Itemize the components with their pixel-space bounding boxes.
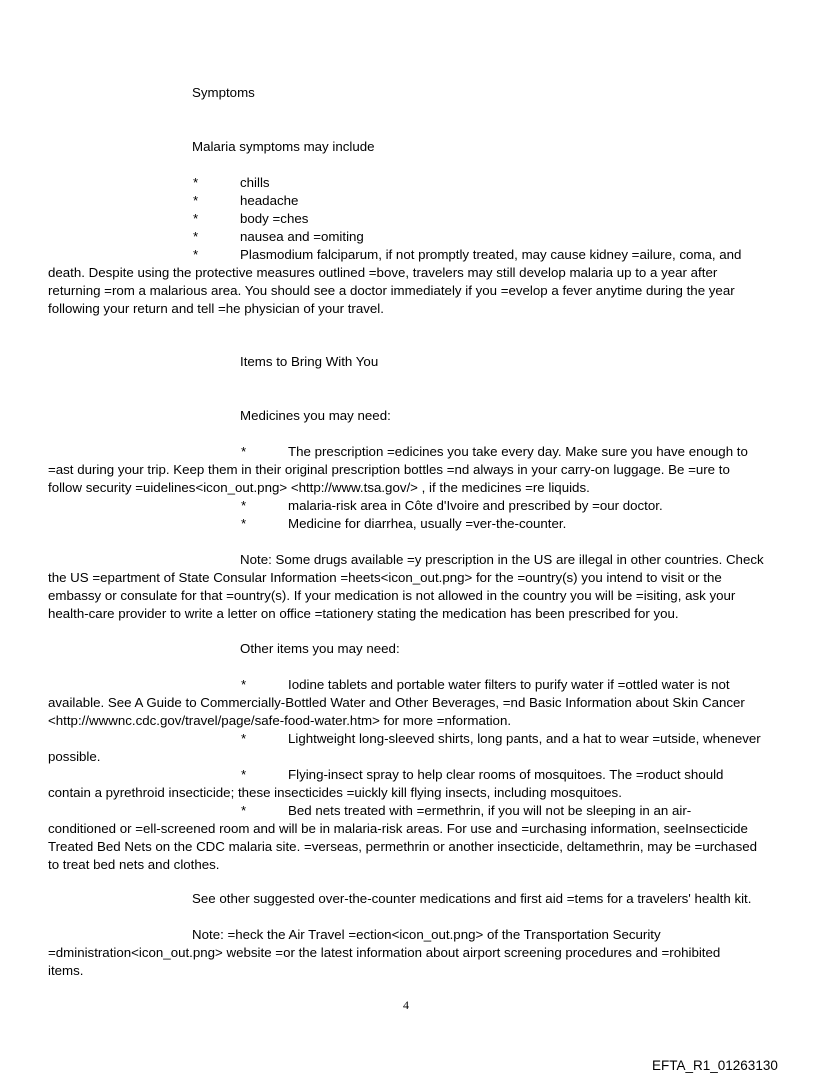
item-spray-paragraph: Flying-insect spray to help clear rooms of mosquitoes. The =roduct should contain a pyrethroid insecticide; these insecticides =uickly kill flying insects, including mosquitoes. [48,767,724,800]
list-item: chills [240,175,270,190]
list-item: headache [240,193,299,208]
med-prescription-paragraph: The prescription =edicines you take every day. Make sure you have enough to =ast during your trip. Keep them in their original prescription bottles =nd always in your carry-on luggage. Be =ure to follow security =uidelines<icon_out.png> <http://www.tsa.gov/> , if the medicines =re liquids. [48,444,748,495]
med-diarrhea-item: Medicine for diarrhea, usually =ver-the-counter. [288,516,567,531]
medicines-heading: Medicines you may need: [240,408,391,423]
item-nets-paragraph: Bed nets treated with =ermethrin, if you will not be sleeping in an air- conditioned or =ell-screened room and will be in malaria-risk areas. For use and =urchasing information, seeInsecticide Treated Bed Nets on the CDC malaria site. =verseas, permethrin or another insecticide, deltamethrin, may be =urchased to treat bed nets and clothes. [48,803,758,872]
bullet-icon: * [193,211,199,226]
other-items-heading: Other items you may need: [240,641,400,656]
bullet-icon: * [193,229,199,244]
bullet-icon: * [241,803,247,818]
otc-note: See other suggested over-the-counter medications and first aid =tems for a travelers' health kit. [192,891,752,906]
items-heading: Items to Bring With You [240,354,379,369]
bullet-icon: * [241,498,247,513]
symptoms-heading: Symptoms [192,85,255,100]
bullet-icon: * [241,767,247,782]
bullet-icon: * [241,444,247,459]
symptoms-intro: Malaria symptoms may include [192,139,375,154]
air-travel-note: Note: =heck the Air Travel =ection<icon_out.png> of the Transportation Security =dministration<icon_out.png> website =or the latest information about airport screening procedures and =rohibited items. [48,927,721,978]
bullet-icon: * [193,193,199,208]
item-iodine-paragraph: Iodine tablets and portable water filters to purify water if =ottled water is not available. See A Guide to Commercially-Bottled Water and Other Beverages, =nd Basic Information about Skin Cancer <http://wwwnc.cdc.gov/travel/page/safe-food-water.htm> for more =nformation. [48,677,745,728]
document-id: EFTA_R1_01263130 [652,1058,778,1073]
med-malaria-item: malaria-risk area in Côte d'Ivoire and prescribed by =our doctor. [288,498,663,513]
bullet-icon: * [241,677,247,692]
item-clothing-paragraph: Lightweight long-sleeved shirts, long pants, and a hat to wear =utside, whenever possible. [48,731,761,764]
bullet-icon: * [241,731,247,746]
list-item: nausea and =omiting [240,229,364,244]
bullet-icon: * [193,175,199,190]
note-drugs-paragraph: Note: Some drugs available =y prescription in the US are illegal in other countries. Check the US =epartment of State Consular Information =heets<icon_out.png> for the =ountry(s) you intend to visit or the embassy or consulate for that =ountry(s). If your medication is not allowed in the country you will be =isiting, ask your health-care provider to write a letter on office =tationery stating the medication has been prescribed for you. [48,552,764,621]
page-number: 4 [403,998,409,1012]
bullet-icon: * [241,516,247,531]
falciparum-paragraph: Plasmodium falciparum, if not promptly treated, may cause kidney =ailure, coma, and death. Despite using the protective measures outlined =bove, travelers may still develop malaria up to a year after returning =rom a malarious area. You should see a doctor immediately if you =evelop a fever anytime during the year following your return and tell =he physician of your travel. [48,247,742,316]
list-item: body =ches [240,211,309,226]
bullet-icon: * [193,247,199,262]
